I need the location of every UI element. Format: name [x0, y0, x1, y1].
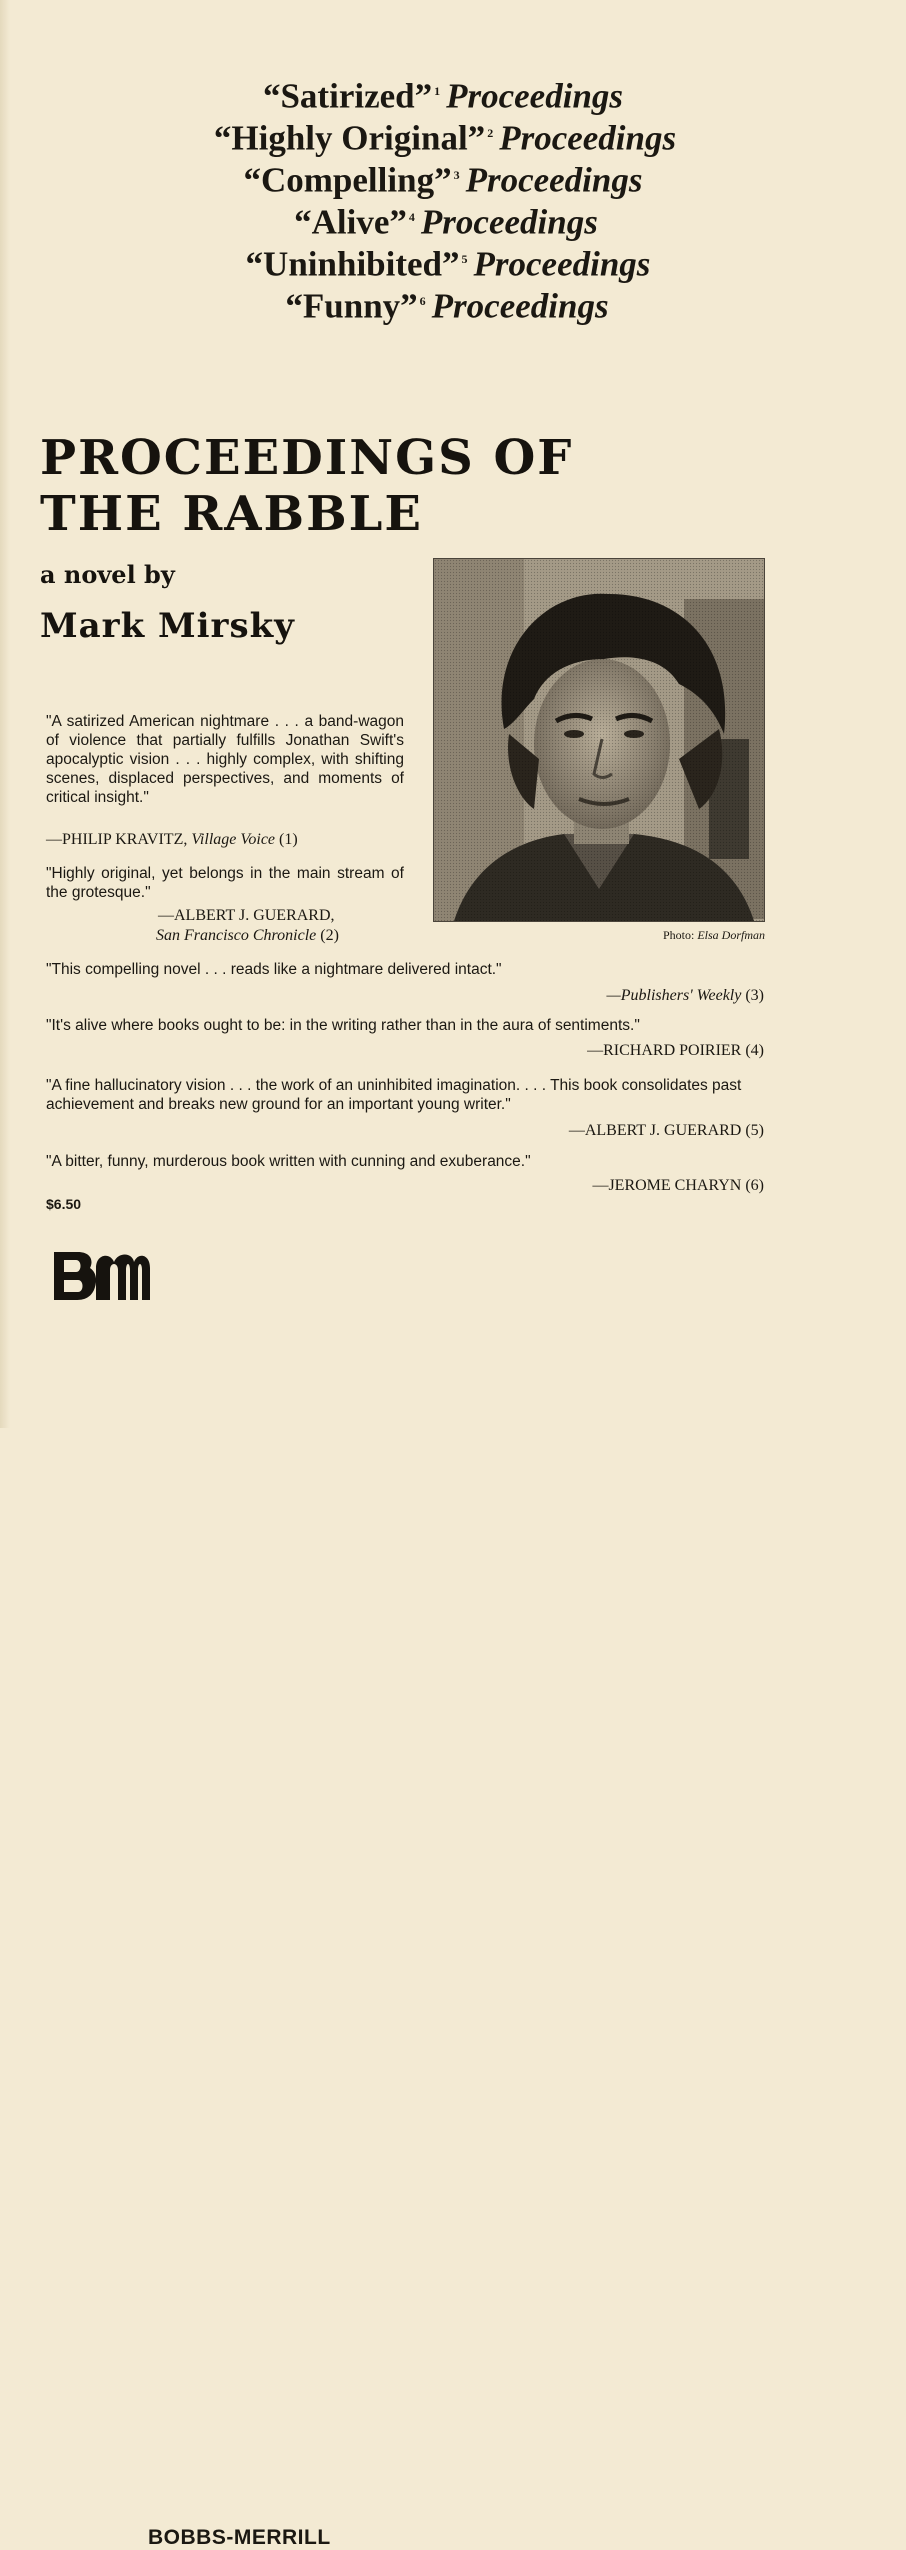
blurb-line — [0, 112, 906, 158]
publication-name: Village Voice — [191, 831, 276, 848]
review-attribution-1 — [46, 830, 298, 850]
review-attribution-4 — [587, 1041, 764, 1061]
blurb-line — [0, 70, 906, 116]
review-attribution-2 — [156, 906, 339, 946]
book-title-line-2: THE RABBLE — [40, 486, 423, 542]
blurb-line — [0, 196, 906, 242]
blurb-book: Proceedings — [446, 76, 624, 116]
author-photo — [433, 558, 765, 922]
bobbs-merrill-bm-logo-icon — [52, 1248, 152, 1304]
blurb-word: “Satirized” — [262, 76, 433, 116]
blurb-stack — [0, 70, 906, 326]
publisher-logo — [52, 1248, 392, 2549]
review-quote-6: "A bitter, funny, murderous book written with cunning and exuberance." — [46, 1153, 531, 1170]
byline: a novel by — [40, 560, 175, 589]
footnote-ref: 3 — [453, 168, 460, 182]
footnote-ref: 4 — [408, 210, 415, 224]
blurb-word: “Alive” — [294, 202, 407, 242]
photo-credit — [600, 928, 765, 943]
blurb-word: “Highly Original” — [213, 118, 486, 158]
review-attribution-5 — [569, 1121, 764, 1141]
footnote-ref: (6) — [745, 1177, 764, 1194]
footnote-ref: 5 — [461, 252, 468, 266]
publisher-name: BOBBS-MERRILL — [148, 2526, 331, 2549]
blurb-book: Proceedings — [465, 160, 643, 200]
blurb-book: Proceedings — [431, 286, 609, 326]
blurb-book: Proceedings — [420, 202, 598, 242]
blurb-book: Proceedings — [499, 118, 677, 158]
review-quote-4: "It's alive where books ought to be: in the writing rather than in the aura of sentiments." — [46, 1017, 640, 1034]
blurb-word: “Compelling” — [243, 160, 452, 200]
photographer-name: Elsa Dorfman — [697, 928, 765, 942]
reviewer-name: —JEROME CHARYN — [592, 1177, 742, 1194]
book-title-line-1: PROCEEDINGS OF — [40, 430, 574, 486]
author-portrait-illustration — [434, 559, 764, 921]
reviewer-name: —RICHARD POIRIER — [587, 1042, 742, 1059]
review-quote-5: "A fine hallucinatory vision . . . the work of an uninhibited imagination. . . . This book consolidates past achievement and breaks new ground for an important young writer." — [46, 1077, 742, 1113]
blurb-word: “Uninhibited” — [245, 244, 460, 284]
price: $6.50 — [46, 1196, 82, 1212]
book-title — [40, 430, 640, 542]
footnote-ref: 1 — [434, 84, 441, 98]
footnote-ref: (3) — [745, 987, 764, 1004]
footnote-ref: (4) — [745, 1042, 764, 1059]
photo-credit-label: Photo: — [662, 928, 695, 942]
footnote-ref: 2 — [487, 126, 494, 140]
blurb-line — [0, 154, 906, 200]
review-quote-2: "Highly original, yet belongs in the main stream of the grotesque." — [46, 865, 404, 901]
footnote-ref: (5) — [745, 1122, 764, 1139]
author-name: Mark Mirsky — [40, 606, 295, 646]
blurb-line — [0, 238, 906, 284]
review-attribution-6 — [592, 1176, 764, 1196]
review-attribution-3 — [607, 986, 764, 1006]
blurb-line — [0, 280, 906, 326]
reviewer-name: —ALBERT J. GUERARD — [568, 1122, 742, 1139]
publication-name: —Publishers' Weekly — [606, 987, 742, 1004]
review-quote-1: "A satirized American nightmare . . . a band-wagon of violence that partially fulfills Jonathan Swift's apocalyptic vision . . . highly complex, with shifting scenes, displaced perspectives, and moments of critical insight." — [46, 713, 404, 806]
footnote-ref: (1) — [279, 831, 298, 848]
footnote-ref: (2) — [320, 927, 339, 944]
blurb-book: Proceedings — [473, 244, 651, 284]
review-quote-3: "This compelling novel . . . reads like a nightmare delivered intact." — [46, 961, 502, 978]
publication-name: San Francisco Chronicle — [156, 927, 317, 944]
blurb-word: “Funny” — [285, 286, 418, 326]
footnote-ref: 6 — [419, 294, 426, 308]
reviewer-name: —ALBERT J. GUERARD, — [158, 907, 335, 924]
reviewer-name: —PHILIP KRAVITZ, — [46, 831, 188, 848]
